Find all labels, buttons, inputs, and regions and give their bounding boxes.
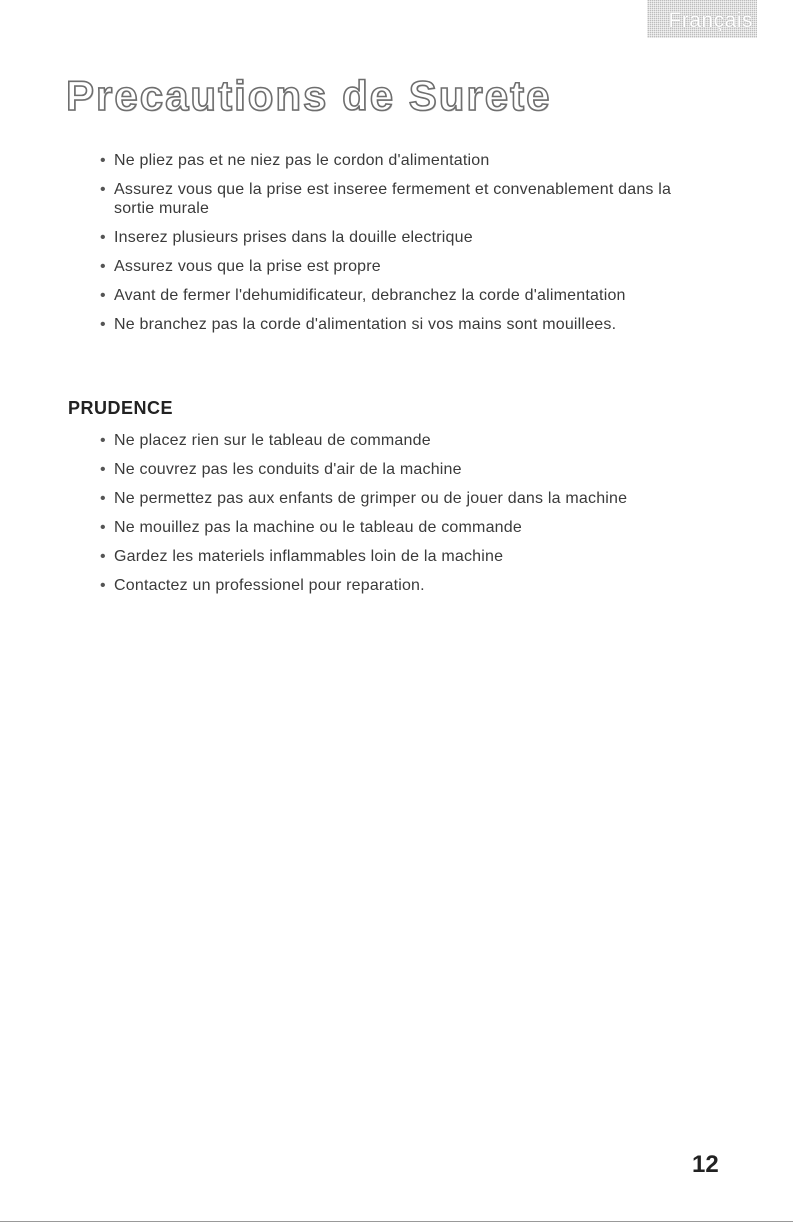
list-item: • Ne pliez pas et ne niez pas le cordon d'alimentation <box>114 151 714 170</box>
page-edge-divider <box>0 1221 793 1222</box>
language-tab <box>647 0 757 38</box>
list-item: • Assurez vous que la prise est inseree fermement et convenablement dans la sortie murale <box>114 180 714 218</box>
page-title: Precautions de Surete <box>66 72 552 119</box>
list-item: • Ne permettez pas aux enfants de grimper ou de jouer dans la machine <box>114 489 714 508</box>
list-item: • Avant de fermer l'dehumidificateur, debranchez la corde d'alimentation <box>114 286 714 305</box>
list-item: • Ne mouillez pas la machine ou le tableau de commande <box>114 518 714 537</box>
list-item: • Gardez les materiels inflammables loin de la machine <box>114 547 714 566</box>
list-item: • Ne branchez pas la corde d'alimentation si vos mains sont mouillees. <box>114 315 714 334</box>
prudence-list <box>114 431 714 605</box>
safety-precautions-list <box>114 151 714 344</box>
list-item: • Assurez vous que la prise est propre <box>114 257 714 276</box>
page-number: 12 <box>692 1151 719 1178</box>
list-item: • Ne placez rien sur le tableau de commande <box>114 431 714 450</box>
list-item: • Ne couvrez pas les conduits d'air de la machine <box>114 460 714 479</box>
prudence-heading: PRUDENCE <box>68 398 174 418</box>
language-label: Français <box>668 9 753 32</box>
list-item: • Contactez un professionel pour reparation. <box>114 576 714 595</box>
list-item: • Inserez plusieurs prises dans la douille electrique <box>114 228 714 247</box>
